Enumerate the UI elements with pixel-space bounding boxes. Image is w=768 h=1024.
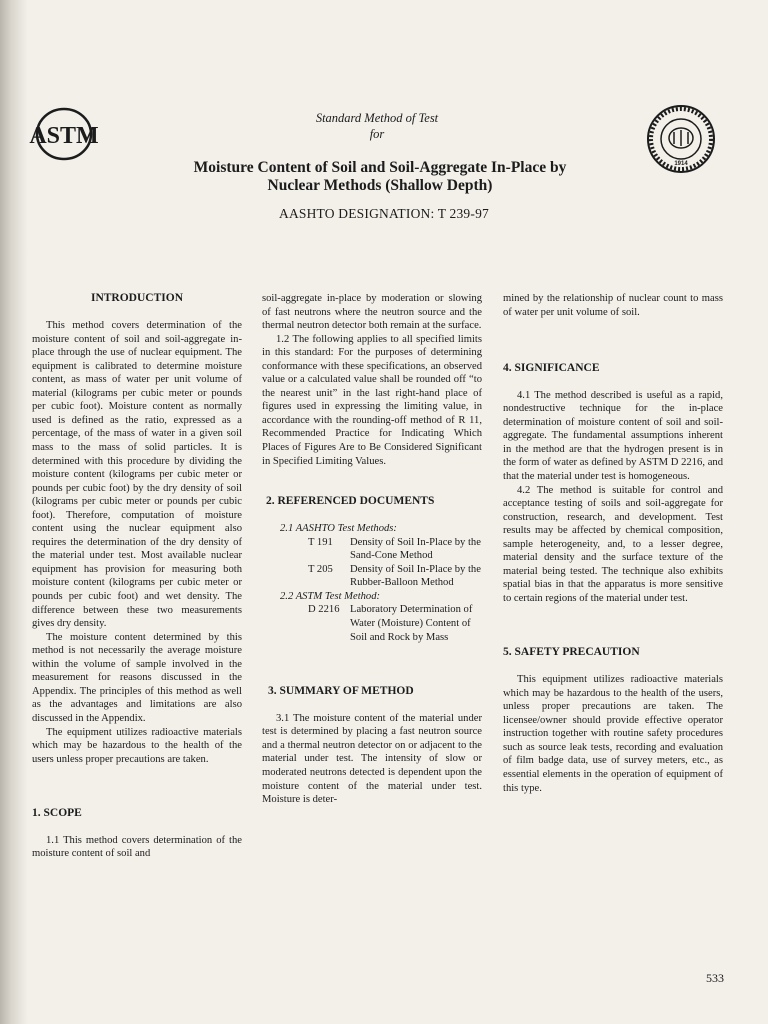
ref-d2216-code: D 2216 [308,604,340,616]
title-line-2: Nuclear Methods (Shallow Depth) [267,177,493,194]
title-line-1: Moisture Content of Soil and Soil-Aggregate In-Place by [193,159,567,176]
reference-t191 [262,536,482,563]
ref-t191-code: T 191 [308,536,333,548]
section-4-1: 4.1 The method described is useful as a rapid, nondestructive technique for the in-place determination of moisture content of soil and soil-aggregate. The fundamental assumptions inherent in the method are that the hydrogen present is in the form of water as defined by ASTM D 2216, and that the material under test is homogeneous. [503,389,723,483]
standard-method-line: Standard Method of Test [315,111,439,125]
ref-t191-desc: Density of Soil In-Place by the Sand-Cone Method [350,536,481,562]
section-1-1-continued: soil-aggregate in-place by moderation or slowing of fast neutrons where the neutron source and the thermal neutron detector both remain at the surface. [262,293,482,332]
reference-t205 [262,563,482,590]
intro-paragraph-1: This method covers determination of the moisture content of soil and soil-aggregate in-place through the use of nuclear equipment. The equipment is calibrated to determine moisture content, as mass of water per unit volume of material (kilograms per cubic meter or pounds per cubic foot). Moisture content as normally used is defined as the ratio, expressed as a percentage, of the mass of water in a given soil mass to the mass of solid particles. It is determined with this procedure by dividing the moisture content (kilograms per cubic meter or pounds per cubic foot) by the dry density of soil (kilograms per cubic meter or pounds per cubic foot). Therefore, computation of moisture content using the nuclear equipment also requires the determination of the dry density of the material under test. Most available nuclear equipment has provision for measuring both moisture content (kilograms per cubic meter or pounds per cubic foot) and wet density. The difference between these two measurements gives dry density. [32,320,242,630]
scope-heading: 1. SCOPE [32,806,82,819]
page-number: 533 [706,971,724,985]
ref-d2216-desc: Laboratory Determination of Water (Moisture) Content of Soil and Rock by Mass [350,604,473,643]
significance-heading: 4. SIGNIFICANCE [503,361,600,374]
summary-heading: 3. SUMMARY OF METHOD [268,684,414,697]
column-1 [32,292,242,861]
referenced-documents-heading: 2. REFERENCED DOCUMENTS [266,495,435,508]
intro-paragraph-3: The equipment utilizes radioactive materials which may be hazardous to the health of the users unless proper precautions are taken. [32,726,242,765]
ref-t205-code: T 205 [308,563,333,575]
astm-method-heading: 2.2 ASTM Test Method: [280,590,381,602]
document-title [140,159,620,195]
section-1-2: 1.2 The following applies to all specified limits in this standard: For the purposes of determining conformance with these specifications, an observed value or a calculated value shall be rounded off “to the nearest unit” in the last right-hand place of figures used in expressing the limiting value, in accordance with the rounding-off method of R 11, Recommended Practice for Indicating Which Places of Figures Are to Be Considered Significant in Specified Limiting Values. [262,333,482,467]
reference-d2216 [262,603,482,644]
page-edge-shadow [0,0,28,1024]
column-2 [262,292,482,807]
section-3-1: 3.1 The moisture content of the material under test is determined by placing a fast neutron source and a thermal neutron detector on or adjacent to the material under test. The intensity of slow or moderated neutrons detected is dependent upon the moisture content of the material under test. Moisture is deter- [262,712,482,806]
astm-logo-text: ASTM [29,123,99,149]
seal-year: 1914 [674,161,688,167]
aashto-methods-heading: 2.1 AASHTO Test Methods: [280,523,397,535]
section-1-1: 1.1 This method covers determination of the moisture content of soil and [32,834,242,860]
for-line: for [369,127,385,141]
section-4-2: 4.2 The method is suitable for control and acceptance testing of soils and soil-aggregate for construction, research, and development. Test results may be affected by chemical composition, sample heterogeneity, and, to a lesser degree, material density and the surface texture of the material being tested. The technique also exhibits spatial bias in that the apparatus is more sensitive to certain regions of the material under test. [503,484,723,604]
column-3 [503,292,723,795]
safety-precaution-heading: 5. SAFETY PRECAUTION [503,646,640,659]
aashto-designation: AASHTO DESIGNATION: T 239-97 [279,206,489,221]
intro-paragraph-2: The moisture content determined by this method is not necessarily the average moisture within the volume of sample involved in the measurement for reasons discussed in the Appendix. The principles of this method as well as the advantages and limitations are also discussed in the Appendix. [32,631,242,724]
section-3-1-continued: mined by the relationship of nuclear count to mass of water per unit volume of soil. [503,293,723,318]
introduction-heading: INTRODUCTION [90,292,183,304]
section-5: This equipment utilizes radioactive materials which may be hazardous to the health of the users, unless proper precautions are taken. The licensee/owner should provide effective operator instruction together with routine safety procedures such as source leak tests, recording and evaluation of film badge data, use of survey meters, etc., as essential elements in the operation of equipment of this type. [503,674,723,794]
ref-t205-desc: Density of Soil In-Place by the Rubber-Balloon Method [350,563,481,589]
